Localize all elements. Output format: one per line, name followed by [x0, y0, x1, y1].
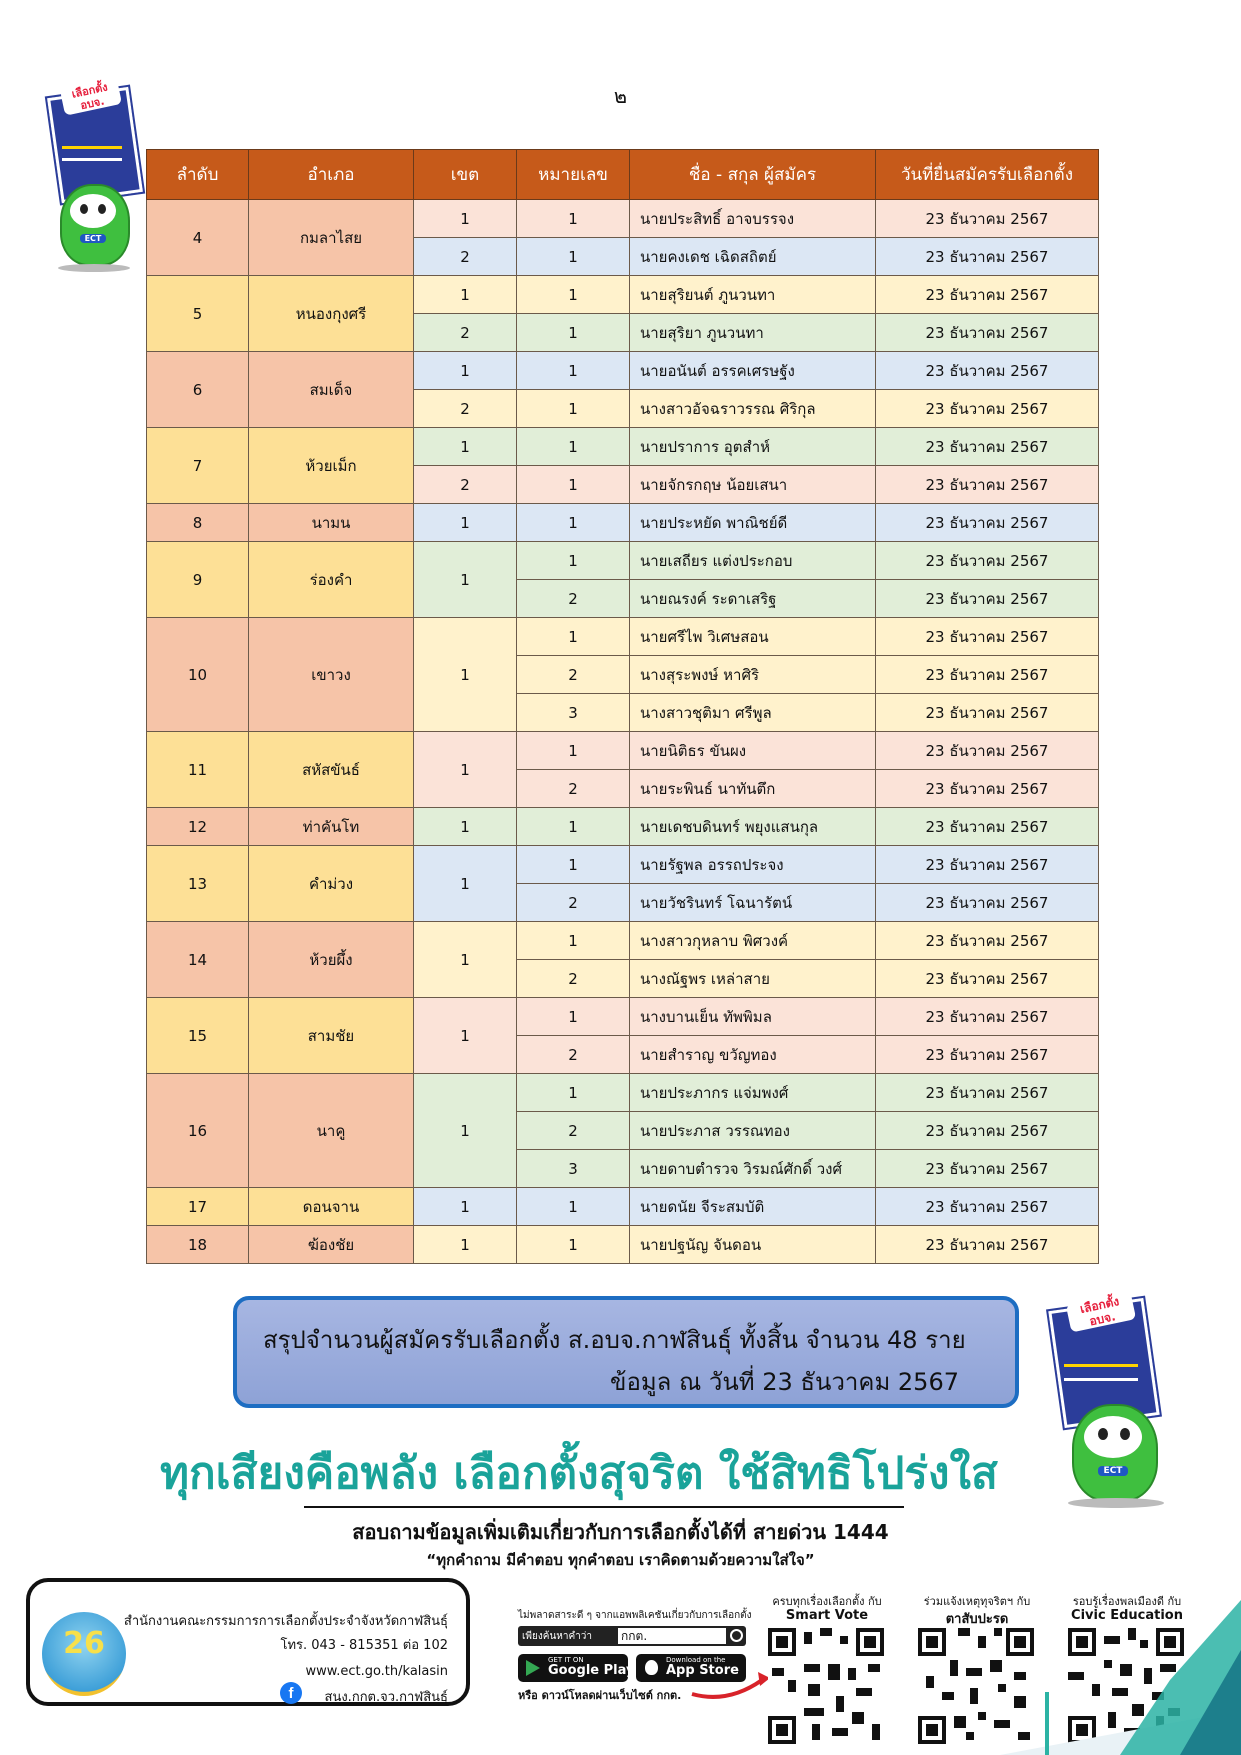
- cell-order: 8: [147, 504, 249, 542]
- cell-number: 1: [517, 504, 630, 542]
- mascot-eye: [98, 204, 106, 214]
- cell-date: 23 ธันวาคม 2567: [876, 1112, 1099, 1150]
- cell-zone: 2: [414, 238, 517, 276]
- table-row: [147, 542, 1099, 580]
- table-row: [147, 504, 1099, 542]
- download-website-text: หรือ ดาวน์โหลดผ่านเว็บไซต์ กกต.: [518, 1689, 682, 1702]
- google-play-label: Google Play: [548, 1663, 635, 1678]
- cell-order: 13: [147, 846, 249, 922]
- cell-name: นายนิติธร ขันผง: [630, 732, 876, 770]
- cell-district: คำม่วง: [249, 846, 414, 922]
- cell-zone: 2: [414, 466, 517, 504]
- cell-date: 23 ธันวาคม 2567: [876, 884, 1099, 922]
- cell-date: 23 ธันวาคม 2567: [876, 504, 1099, 542]
- anniversary-number: 26: [63, 1626, 105, 1661]
- cell-order: 16: [147, 1074, 249, 1188]
- cell-zone: 2: [414, 314, 517, 352]
- cell-number: 1: [517, 314, 630, 352]
- cell-number: 1: [517, 352, 630, 390]
- cell-zone: 1: [414, 542, 517, 618]
- cell-number: 1: [517, 428, 630, 466]
- cell-zone: 1: [414, 428, 517, 466]
- cell-zone: 1: [414, 1074, 517, 1188]
- cell-number: 1: [517, 732, 630, 770]
- cell-order: 12: [147, 808, 249, 846]
- cell-number: 2: [517, 884, 630, 922]
- tagline: “ทุกคำถาม มีคำตอบ ทุกคำตอบ เราคิดตามด้วยความใส่ใจ”: [426, 1551, 815, 1569]
- cell-date: 23 ธันวาคม 2567: [876, 808, 1099, 846]
- cell-district: เขาวง: [249, 618, 414, 732]
- cell-date: 23 ธันวาคม 2567: [876, 428, 1099, 466]
- cell-order: 18: [147, 1226, 249, 1264]
- slogan: ทุกเสียงคือพลัง เลือกตั้งสุจริต ใช้สิทธิโปร่งใส: [160, 1448, 998, 1499]
- table-row: [147, 922, 1099, 960]
- mascot-eye: [1098, 1428, 1108, 1440]
- cell-date: 23 ธันวาคม 2567: [876, 1036, 1099, 1074]
- header-order: ลำดับ: [147, 150, 249, 200]
- cell-district: ห้วยเม็ก: [249, 428, 414, 504]
- cell-name: นายประภาส วรรณทอง: [630, 1112, 876, 1150]
- google-play-icon: [526, 1660, 540, 1676]
- cell-name: นายประหยัด พาณิชย์ดี: [630, 504, 876, 542]
- mascot-top-left: [46, 76, 140, 272]
- search-label: เพียงค้นหาคำว่า: [522, 1631, 593, 1642]
- cell-zone: 1: [414, 200, 517, 238]
- table-row: [147, 618, 1099, 656]
- apple-icon: [645, 1660, 658, 1675]
- office-phone: โทร. 043 - 815351 ต่อ 102: [280, 1638, 448, 1653]
- cell-name: นายดาบตำรวจ วิรมณ์ศักดิ์ วงศ์: [630, 1150, 876, 1188]
- cell-district: กมลาไสย: [249, 200, 414, 276]
- cell-date: 23 ธันวาคม 2567: [876, 542, 1099, 580]
- cell-date: 23 ธันวาคม 2567: [876, 770, 1099, 808]
- cell-district: นาคู: [249, 1074, 414, 1188]
- hotline-text: สอบถามข้อมูลเพิ่มเติมเกี่ยวกับการเลือกตั้งได้ที่ สายด่วน 1444: [352, 1520, 889, 1544]
- cell-date: 23 ธันวาคม 2567: [876, 1226, 1099, 1264]
- cell-date: 23 ธันวาคม 2567: [876, 1074, 1099, 1112]
- cell-name: นายอนันต์ อรรคเศรษฐัง: [630, 352, 876, 390]
- cell-date: 23 ธันวาคม 2567: [876, 922, 1099, 960]
- cell-date: 23 ธันวาคม 2567: [876, 276, 1099, 314]
- cell-order: 9: [147, 542, 249, 618]
- table-row: [147, 1074, 1099, 1112]
- cell-zone: 1: [414, 352, 517, 390]
- summary-date: ข้อมูล ณ วันที่ 23 ธันวาคม 2567: [610, 1368, 959, 1396]
- header-candidate-name: ชื่อ - สกุล ผู้สมัคร: [630, 150, 876, 200]
- table-row: [147, 846, 1099, 884]
- cell-order: 14: [147, 922, 249, 998]
- cell-zone: 1: [414, 998, 517, 1074]
- cell-date: 23 ธันวาคม 2567: [876, 314, 1099, 352]
- mascot-sign-title: เลือกตั้ง อบจ.: [1066, 1291, 1136, 1332]
- cell-date: 23 ธันวาคม 2567: [876, 200, 1099, 238]
- app-promo-note: ไม่พลาดสาระดี ๆ จากแอพพลิเคชันเกี่ยวกับการเลือกตั้ง: [518, 1610, 752, 1621]
- cell-number: 1: [517, 1226, 630, 1264]
- sign-stripe: [1064, 1364, 1138, 1367]
- cell-date: 23 ธันวาคม 2567: [876, 732, 1099, 770]
- cell-name: นางสาวอัจฉราวรรณ ศิริกุล: [630, 390, 876, 428]
- cell-name: นายเดชบดินทร์ พยุงแสนกุล: [630, 808, 876, 846]
- app-store-subtitle: Download on the: [666, 1656, 726, 1664]
- sign-stripe: [1064, 1378, 1138, 1381]
- cell-district: ท่าคันโท: [249, 808, 414, 846]
- cell-zone: 1: [414, 922, 517, 998]
- cell-name: นายปฐนัญ จันดอน: [630, 1226, 876, 1264]
- cell-number: 2: [517, 770, 630, 808]
- cell-district: ดอนจาน: [249, 1188, 414, 1226]
- divider: [304, 1506, 904, 1508]
- cell-name: นายประภากร แจ่มพงศ์: [630, 1074, 876, 1112]
- qr-title-smart-vote: ครบทุกเรื่องเลือกตั้ง กับ: [772, 1595, 882, 1608]
- table-row: [147, 352, 1099, 390]
- cell-order: 5: [147, 276, 249, 352]
- cell-name: นายรัฐพล อรรถประจง: [630, 846, 876, 884]
- sign-stripe: [62, 158, 122, 161]
- mascot-badge: ECT: [80, 234, 106, 243]
- cell-number: 1: [517, 998, 630, 1036]
- app-store-label: App Store: [666, 1663, 739, 1678]
- facebook-page[interactable]: สนง.กกต.จว.กาฬสินธุ์: [324, 1690, 448, 1705]
- table-row: [147, 1226, 1099, 1264]
- cell-zone: 1: [414, 1188, 517, 1226]
- cell-name: นายศรีไพ วิเศษสอน: [630, 618, 876, 656]
- cell-date: 23 ธันวาคม 2567: [876, 352, 1099, 390]
- header-number: หมายเลข: [517, 150, 630, 200]
- cell-date: 23 ธันวาคม 2567: [876, 998, 1099, 1036]
- cell-date: 23 ธันวาคม 2567: [876, 390, 1099, 428]
- mascot-shadow: [58, 264, 130, 272]
- qr-title-tasapparod: ร่วมแจ้งเหตุทุจริตฯ กับ: [923, 1595, 1031, 1608]
- cell-date: 23 ธันวาคม 2567: [876, 960, 1099, 998]
- qr-name-civic-education: Civic Education: [1071, 1608, 1183, 1623]
- table-row: [147, 998, 1099, 1036]
- cell-zone: 1: [414, 504, 517, 542]
- cell-number: 1: [517, 238, 630, 276]
- cell-date: 23 ธันวาคม 2567: [876, 618, 1099, 656]
- cell-name: นางสุระพงษ์ หาศิริ: [630, 656, 876, 694]
- cell-order: 11: [147, 732, 249, 808]
- qr-name-smart-vote: Smart Vote: [785, 1608, 869, 1623]
- cell-number: 1: [517, 466, 630, 504]
- cell-number: 2: [517, 656, 630, 694]
- cell-order: 6: [147, 352, 249, 428]
- qr-title-civic-education: รอบรู้เรื่องพลเมืองดี กับ: [1072, 1595, 1182, 1608]
- cell-number: 2: [517, 580, 630, 618]
- table-header-row: [147, 150, 1099, 200]
- cell-order: 7: [147, 428, 249, 504]
- cell-name: นายปราการ อุตสำห์: [630, 428, 876, 466]
- summary-box: [233, 1296, 1019, 1408]
- page-number: ๒: [613, 84, 628, 108]
- table-row: [147, 808, 1099, 846]
- cell-zone: 1: [414, 618, 517, 732]
- cell-number: 3: [517, 694, 630, 732]
- facebook-icon: f: [280, 1682, 302, 1704]
- cell-number: 2: [517, 1036, 630, 1074]
- header-district: อำเภอ: [249, 150, 414, 200]
- cell-number: 1: [517, 1188, 630, 1226]
- cell-number: 1: [517, 390, 630, 428]
- cell-number: 1: [517, 846, 630, 884]
- cell-zone: 1: [414, 276, 517, 314]
- cell-zone: 2: [414, 390, 517, 428]
- cell-name: นายสำราญ ขวัญทอง: [630, 1036, 876, 1074]
- cell-name: นางบานเย็น ทัพพิมล: [630, 998, 876, 1036]
- mascot-shadow: [1068, 1498, 1164, 1508]
- google-play-subtitle: GET IT ON: [548, 1656, 584, 1664]
- cell-district: นามน: [249, 504, 414, 542]
- cell-district: ร่องคำ: [249, 542, 414, 618]
- cell-name: นายเสถียร แต่งประกอบ: [630, 542, 876, 580]
- header-zone: เขต: [414, 150, 517, 200]
- table-row: [147, 1188, 1099, 1226]
- cell-zone: 1: [414, 732, 517, 808]
- cell-district: หนองกุงศรี: [249, 276, 414, 352]
- cell-number: 1: [517, 808, 630, 846]
- search-input: กกต.: [618, 1628, 726, 1644]
- cell-name: นายสุริยนต์ ภูนวนทา: [630, 276, 876, 314]
- office-website[interactable]: www.ect.go.th/kalasin: [305, 1664, 448, 1679]
- cell-name: นางสาวชุติมา ศรีพูล: [630, 694, 876, 732]
- table-row: [147, 732, 1099, 770]
- mascot-badge: ECT: [1098, 1466, 1128, 1476]
- cell-district: ห้วยผึ้ง: [249, 922, 414, 998]
- cell-district: ฆ้องชัย: [249, 1226, 414, 1264]
- cell-date: 23 ธันวาคม 2567: [876, 1150, 1099, 1188]
- cell-number: 1: [517, 542, 630, 580]
- mascot-face: [70, 194, 116, 228]
- cell-date: 23 ธันวาคม 2567: [876, 656, 1099, 694]
- table-row: [147, 200, 1099, 238]
- candidates-table: [146, 149, 1099, 1264]
- cell-date: 23 ธันวาคม 2567: [876, 238, 1099, 276]
- cell-number: 1: [517, 200, 630, 238]
- header-application-date: วันที่ยื่นสมัครรับเลือกตั้ง: [876, 150, 1099, 200]
- decorative-corner-shape: [700, 1560, 1241, 1755]
- cell-name: นายจักรกฤษ น้อยเสนา: [630, 466, 876, 504]
- sign-stripe: [62, 146, 122, 149]
- mascot-bottom-right: [1048, 1294, 1168, 1510]
- cell-zone: 1: [414, 1226, 517, 1264]
- cell-number: 1: [517, 618, 630, 656]
- cell-district: สามชัย: [249, 998, 414, 1074]
- mascot-eye: [80, 204, 88, 214]
- cell-district: สหัสขันธ์: [249, 732, 414, 808]
- cell-date: 23 ธันวาคม 2567: [876, 580, 1099, 618]
- cell-number: 2: [517, 1112, 630, 1150]
- cell-name: นายวัชรินทร์ โฉนารัตน์: [630, 884, 876, 922]
- table-row: [147, 428, 1099, 466]
- summary-total: สรุปจำนวนผู้สมัครรับเลือกตั้ง ส.อบจ.กาฬสินธุ์ ทั้งสิ้น จำนวน 48 ราย: [263, 1326, 966, 1354]
- cell-name: นายคงเดช เฉิดสถิตย์: [630, 238, 876, 276]
- cell-number: 1: [517, 276, 630, 314]
- cell-order: 4: [147, 200, 249, 276]
- cell-district: สมเด็จ: [249, 352, 414, 428]
- cell-date: 23 ธันวาคม 2567: [876, 694, 1099, 732]
- mascot-sign-title: เลือกตั้ง อบจ.: [60, 78, 122, 115]
- cell-name: นางณัฐพร เหล่าสาย: [630, 960, 876, 998]
- anniversary-logo: [42, 1612, 126, 1696]
- contact-box: [26, 1578, 470, 1706]
- cell-date: 23 ธันวาคม 2567: [876, 1188, 1099, 1226]
- cell-zone: 1: [414, 808, 517, 846]
- cell-order: 17: [147, 1188, 249, 1226]
- google-play-button[interactable]: [518, 1654, 635, 1682]
- cell-name: นายระพินธ์ นาทันตึก: [630, 770, 876, 808]
- cell-date: 23 ธันวาคม 2567: [876, 846, 1099, 884]
- office-name: สำนักงานคณะกรรมการการเลือกตั้งประจำจังหวัดกาฬสินธุ์: [123, 1614, 448, 1629]
- cell-name: นายดนัย จีระสมบัติ: [630, 1188, 876, 1226]
- cell-number: 3: [517, 1150, 630, 1188]
- qr-name-tasapparod: ตาสับปะรด: [945, 1612, 1009, 1627]
- cell-order: 10: [147, 618, 249, 732]
- cell-name: นางสาวกุหลาบ พิศวงค์: [630, 922, 876, 960]
- cell-number: 1: [517, 1074, 630, 1112]
- cell-order: 15: [147, 998, 249, 1074]
- table-row: [147, 276, 1099, 314]
- cell-name: นายณรงค์ ระดาเสริฐ: [630, 580, 876, 618]
- cell-name: นายสุริยา ภูนวนทา: [630, 314, 876, 352]
- mascot-face: [1084, 1416, 1142, 1458]
- mascot-eye: [1120, 1428, 1130, 1440]
- cell-zone: 1: [414, 846, 517, 922]
- cell-name: นายประสิทธิ์ อาจบรรจง: [630, 200, 876, 238]
- cell-number: 2: [517, 960, 630, 998]
- cell-number: 1: [517, 922, 630, 960]
- cell-date: 23 ธันวาคม 2567: [876, 466, 1099, 504]
